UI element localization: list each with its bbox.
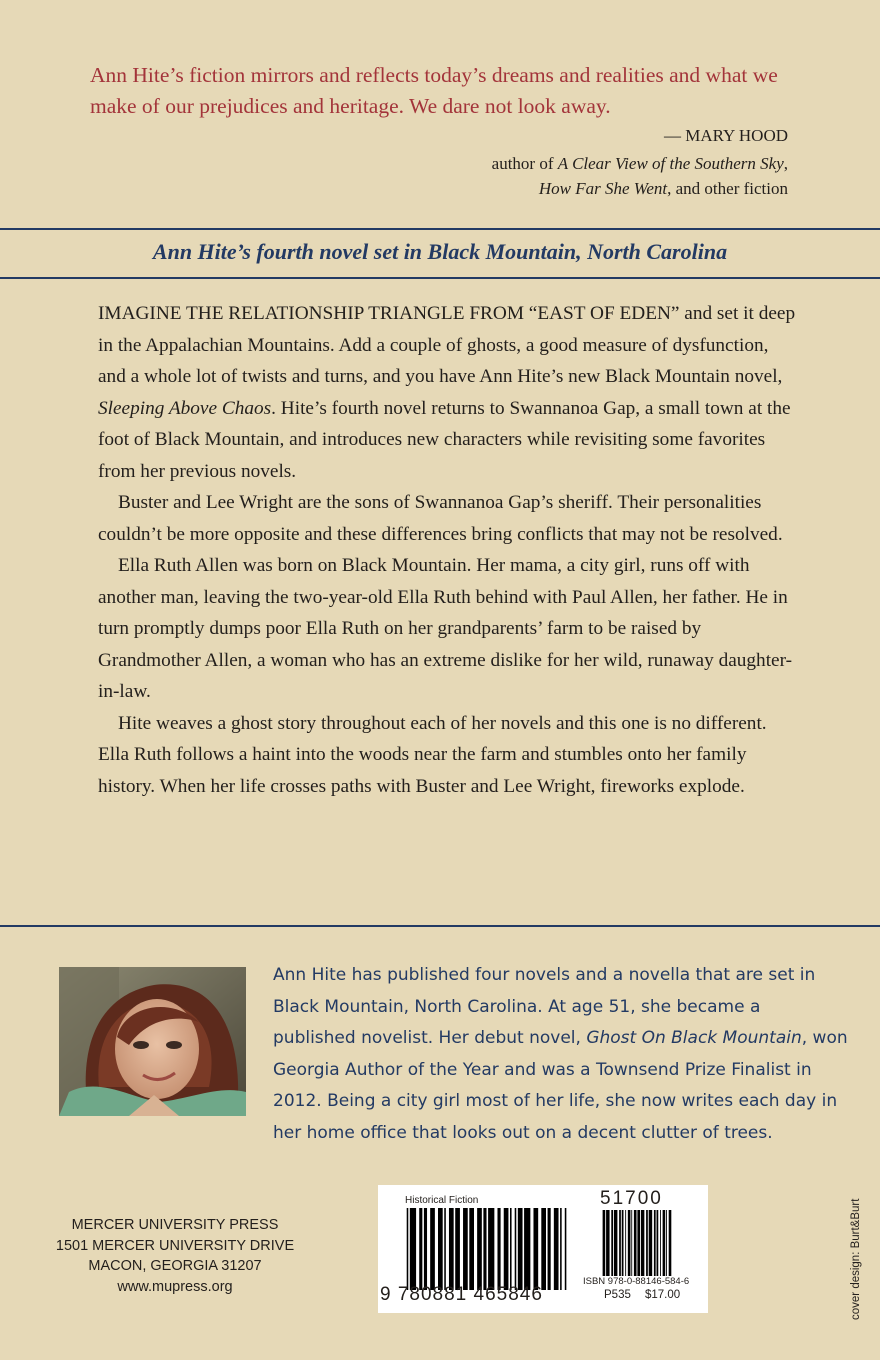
description-paragraph-3: Ella Ruth Allen was born on Black Mountain. Her mama, a city girl, runs off with another man, leaving the two-year-old Ella Ruth behind with Paul Allen, her father. He in turn promptly dumps poor Ella Ruth on her grandparents’ farm to be raised by Grandmother Allen, a woman who has an extreme dislike for her wild, runaway daughter-in-law. [98,555,793,702]
cover-design-credit: cover design: Burt&Burt [850,1198,862,1320]
publisher-city: MACON, GEORGIA 31207 [88,1258,262,1274]
bio-text-b: , won Georgia Author of the Year and was a Townsend Prize Finalist in 2012. Being a city girl most of her life, she now writes each day in her home office that looks out on a decent clutter of trees. [273,1028,848,1143]
price-addon-barcode [600,1210,680,1276]
divider-tagline-bottom [0,277,880,279]
credit-book-one: A Clear View of the Southern Sky [557,154,784,173]
author-photo [59,967,246,1116]
credit-suffix: , and other fiction [667,179,788,198]
description-paragraph-1 [98,298,798,487]
isbn-digits: 9 780881 465846 [380,1284,543,1305]
publisher-street: 1501 MERCER UNIVERSITY DRIVE [55,1237,295,1254]
description-paragraph-4: Hite weaves a ghost story throughout each of her novels and this one is no different. Ella Ruth follows a haint into the woods near the farm and stumbles onto her family history. When her life crosses paths with Buster and Lee Wright, fireworks explode. [98,712,767,797]
isbn-barcode [402,1208,582,1290]
book-description [98,298,798,802]
praise-quote: Ann Hite’s fiction mirrors and reflects today’s dreams and realities and what we make of our prejudices and heritage. We dare not look away. [90,63,778,118]
p1-text-b: . Hite’s fourth novel returns to Swannanoa Gap, a small town at the foot of Black Mountain, and introduces new characters while revisiting some favorites from her previous novels. [98,397,791,482]
barcode-panel [378,1185,708,1313]
price-addon-digits: 51700 [600,1188,663,1209]
credit-sep: , [783,154,788,173]
author-bio [273,960,848,1149]
publisher-name: MERCER UNIVERSITY PRESS [71,1217,279,1233]
credit-book-two: How Far She Went [538,179,668,198]
description-paragraph-2: Buster and Lee Wright are the sons of Swannanoa Gap’s sheriff. Their personalities couldn’t be more opposite and these differences bring conflicts that may not be resolved. [98,492,783,545]
bio-text-a: Ann Hite has published four novels and a novella that are set in Black Mountain, North Carolina. At age 51, she became a published novelist. Her debut novel, [273,965,816,1048]
quote-credit-line-2 [539,176,788,202]
publisher-block [40,1215,310,1297]
price: $17.00 [645,1289,681,1301]
quote-credit-line-1 [492,151,788,177]
credit-prefix: author of [491,154,558,173]
divider-bio-top [0,925,880,927]
quote-attribution: — MARY HOOD [663,126,788,145]
product-code: P535 [604,1289,631,1301]
p1-book-title: Sleeping Above Chaos [98,397,272,419]
publisher-web: www.mupress.org [117,1278,233,1295]
p1-text-a: IMAGINE THE RELATIONSHIP TRIANGLE FROM “EAST OF EDEN” and set it deep in the Appalachian Mountains. Add a couple of ghosts, a good measure of dysfunction, and a whole lot of twists and turns, and you have Ann Hite’s new Black Mountain novel, [98,303,796,387]
barcode-category: Historical Fiction [405,1195,479,1206]
tagline: Ann Hite’s fourth novel set in Black Mountain, North Carolina [152,239,728,264]
isbn-label: ISBN 978-0-88146-584-6 [583,1276,690,1287]
bio-book-title: Ghost On Black Mountain [586,1028,802,1048]
divider-top [0,228,880,230]
